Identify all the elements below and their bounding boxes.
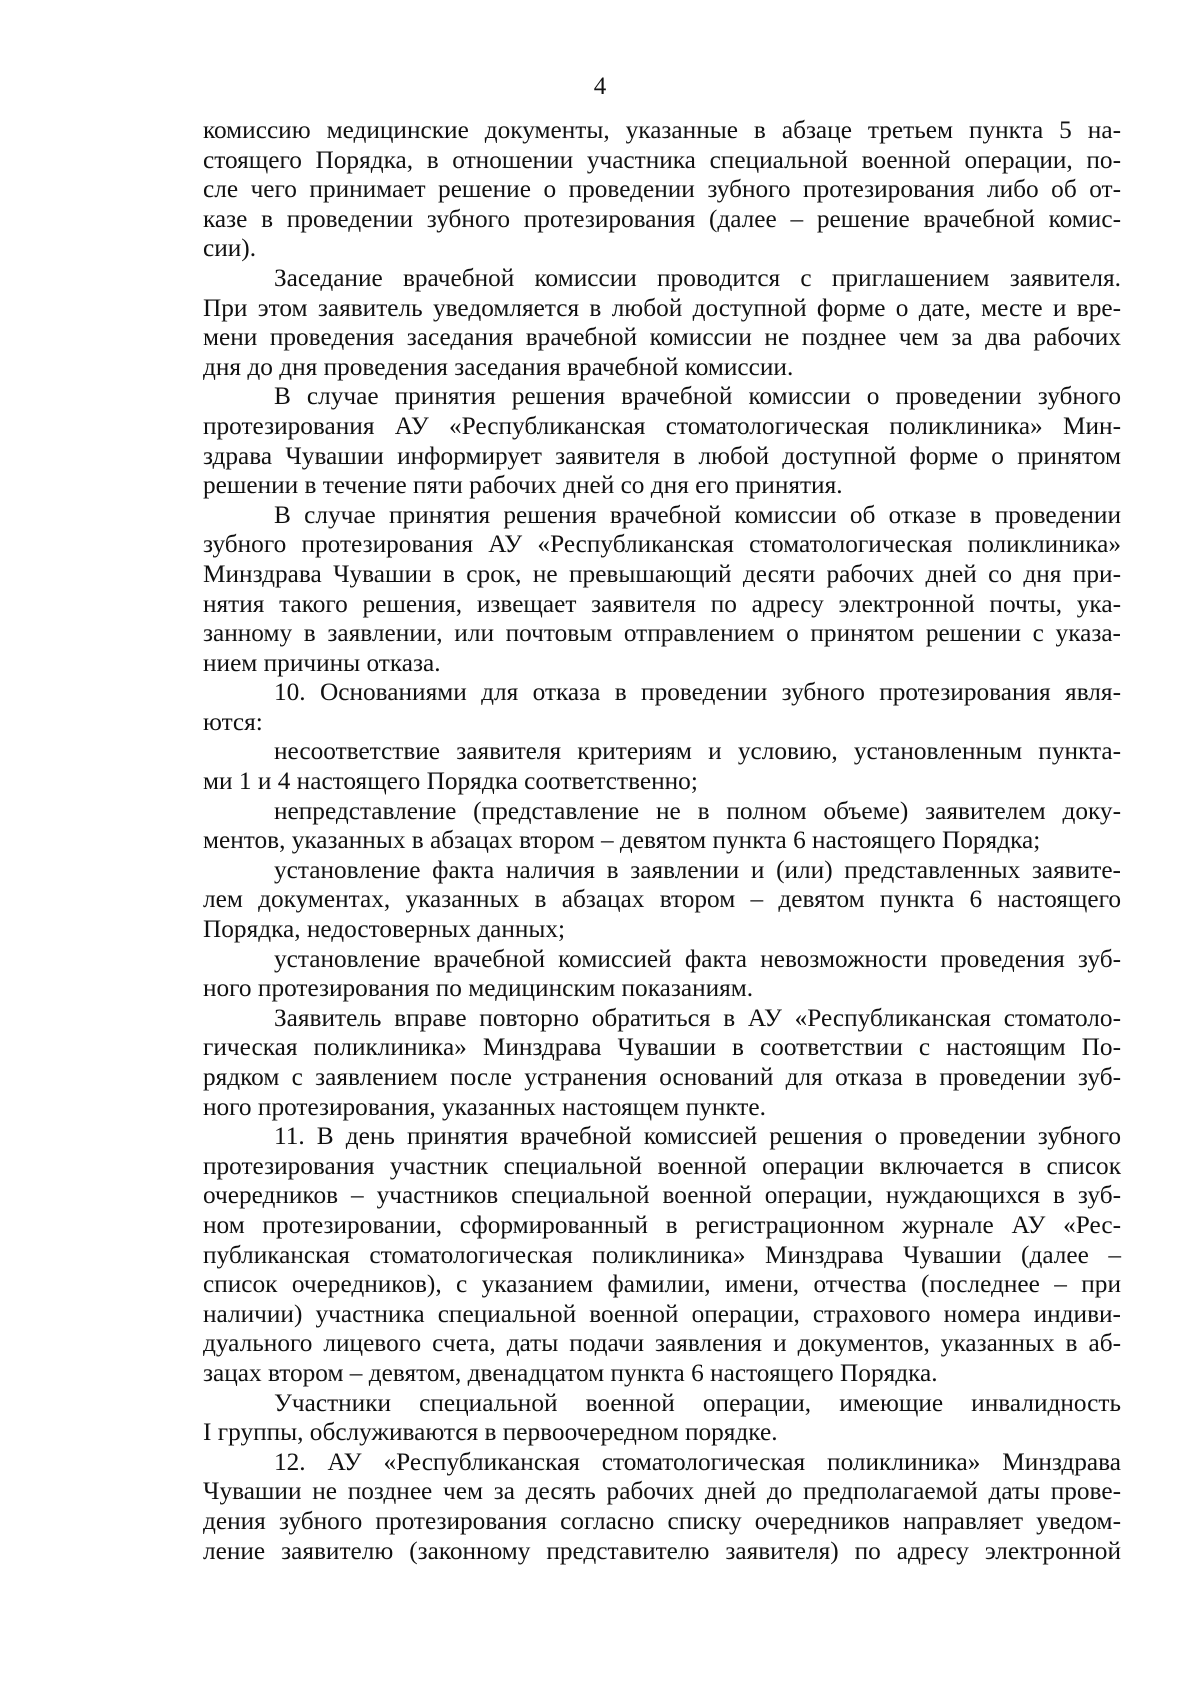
text-line: 11. В день принятия врачебной комиссией решения о проведении зубного: [274, 1122, 1121, 1151]
text-line: казе в проведении зубного протезирования (далее – решение врачебной комис-: [203, 204, 1121, 233]
text-line: I группы, обслуживаются в первоочередном порядке.: [203, 1418, 778, 1447]
text-line: 12. АУ «Республиканская стоматологическая поликлиника» Минздрава: [274, 1447, 1121, 1476]
text-line: наличии) участника специальной военной операции, страхового номера индиви-: [203, 1299, 1121, 1328]
text-line: решении в течение пяти рабочих дней со дня его принятия.: [203, 471, 843, 500]
document-body: [203, 116, 1121, 1566]
text-line: В случае принятия решения врачебной комиссии о проведении зубного: [274, 382, 1121, 411]
text-line: ление заявителю (законному представителю заявителя) по адресу электронной: [203, 1536, 1121, 1565]
text-line: зубного протезирования АУ «Республиканская стоматологическая поликлиника»: [203, 530, 1121, 559]
text-line: зацах втором – девятом, двенадцатом пункта 6 настоящего Порядка.: [203, 1358, 938, 1387]
text-line: Участники специальной военной операции, имеющие инвалидность: [274, 1388, 1121, 1417]
text-line: Чувашии не позднее чем за десять рабочих дней до предполагаемой даты прове-: [203, 1477, 1121, 1506]
text-line: нятия такого решения, извещает заявителя по адресу электронной почты, ука-: [203, 589, 1121, 618]
text-line: публиканская стоматологическая поликлиника» Минздрава Чувашии (далее –: [203, 1240, 1121, 1269]
text-line: непредставление (представление не в полном объеме) заявителем доку-: [274, 796, 1121, 825]
text-line: стоящего Порядка, в отношении участника специальной военной операции, по-: [203, 145, 1121, 174]
text-line: ного протезирования, указанных настоящем пункте.: [203, 1092, 766, 1121]
text-line: ментов, указанных в абзацах втором – девятом пункта 6 настоящего Порядка;: [203, 826, 1041, 855]
text-line: Заявитель вправе повторно обратиться в АУ «Республиканская стоматоло-: [274, 1003, 1121, 1032]
text-line: дуального лицевого счета, даты подачи заявления и документов, указанных в аб-: [203, 1329, 1121, 1358]
text-line: здрава Чувашии информирует заявителя в любой доступной форме о принятом: [203, 441, 1121, 470]
text-line: протезирования участник специальной военной операции включается в список: [203, 1151, 1121, 1180]
text-line: гическая поликлиника» Минздрава Чувашии в соответствии с настоящим По-: [203, 1033, 1121, 1062]
text-line: занному в заявлении, или почтовым отправлением о принятом решении с указа-: [203, 619, 1121, 648]
text-line: дения зубного протезирования согласно списку очередников направляет уведом-: [203, 1506, 1121, 1535]
text-line: мени проведения заседания врачебной комиссии не позднее чем за два рабочих: [203, 323, 1121, 352]
text-line: Минздрава Чувашии в срок, не превышающий десяти рабочих дней со дня при-: [203, 559, 1121, 588]
text-line: нием причины отказа.: [203, 648, 441, 677]
text-line: несоответствие заявителя критериям и условию, установленным пункта-: [274, 737, 1121, 766]
text-line: сии).: [203, 234, 257, 263]
text-line: список очередников), с указанием фамилии, имени, отчества (последнее – при: [203, 1270, 1121, 1299]
page-number: 4: [593, 73, 607, 100]
text-line: дня до дня проведения заседания врачебной комиссии.: [203, 352, 794, 381]
text-line: Заседание врачебной комиссии проводится с приглашением заявителя.: [274, 263, 1121, 292]
text-line: ного протезирования по медицинским показаниям.: [203, 974, 754, 1003]
text-line: сле чего принимает решение о проведении зубного протезирования либо об от-: [203, 175, 1121, 204]
text-line: Порядка, недостоверных данных;: [203, 915, 566, 944]
text-line: рядком с заявлением после устранения оснований для отказа в проведении зуб-: [203, 1063, 1121, 1091]
text-line: комиссию медицинские документы, указанные в абзаце третьем пункта 5 на-: [203, 116, 1121, 144]
text-line: ми 1 и 4 настоящего Порядка соответственно;: [203, 767, 698, 796]
text-line: ном протезировании, сформированный в регистрационном журнале АУ «Рес-: [203, 1210, 1121, 1239]
text-line: 10. Основаниями для отказа в проведении зубного протезирования явля-: [274, 678, 1121, 707]
text-line: установление факта наличия в заявлении и (или) представленных заявите-: [274, 855, 1121, 884]
text-line: очередников – участников специальной военной операции, нуждающихся в зуб-: [203, 1181, 1121, 1210]
text-line: установление врачебной комиссией факта невозможности проведения зуб-: [274, 944, 1121, 973]
text-line: При этом заявитель уведомляется в любой доступной форме о дате, месте и вре-: [203, 293, 1121, 322]
text-line: ются:: [203, 707, 263, 736]
text-line: В случае принятия решения врачебной комиссии об отказе в проведении: [274, 500, 1121, 529]
text-line: протезирования АУ «Республиканская стоматологическая поликлиника» Мин-: [203, 411, 1121, 440]
text-line: лем документах, указанных в абзацах втором – девятом пункта 6 настоящего: [203, 885, 1121, 914]
